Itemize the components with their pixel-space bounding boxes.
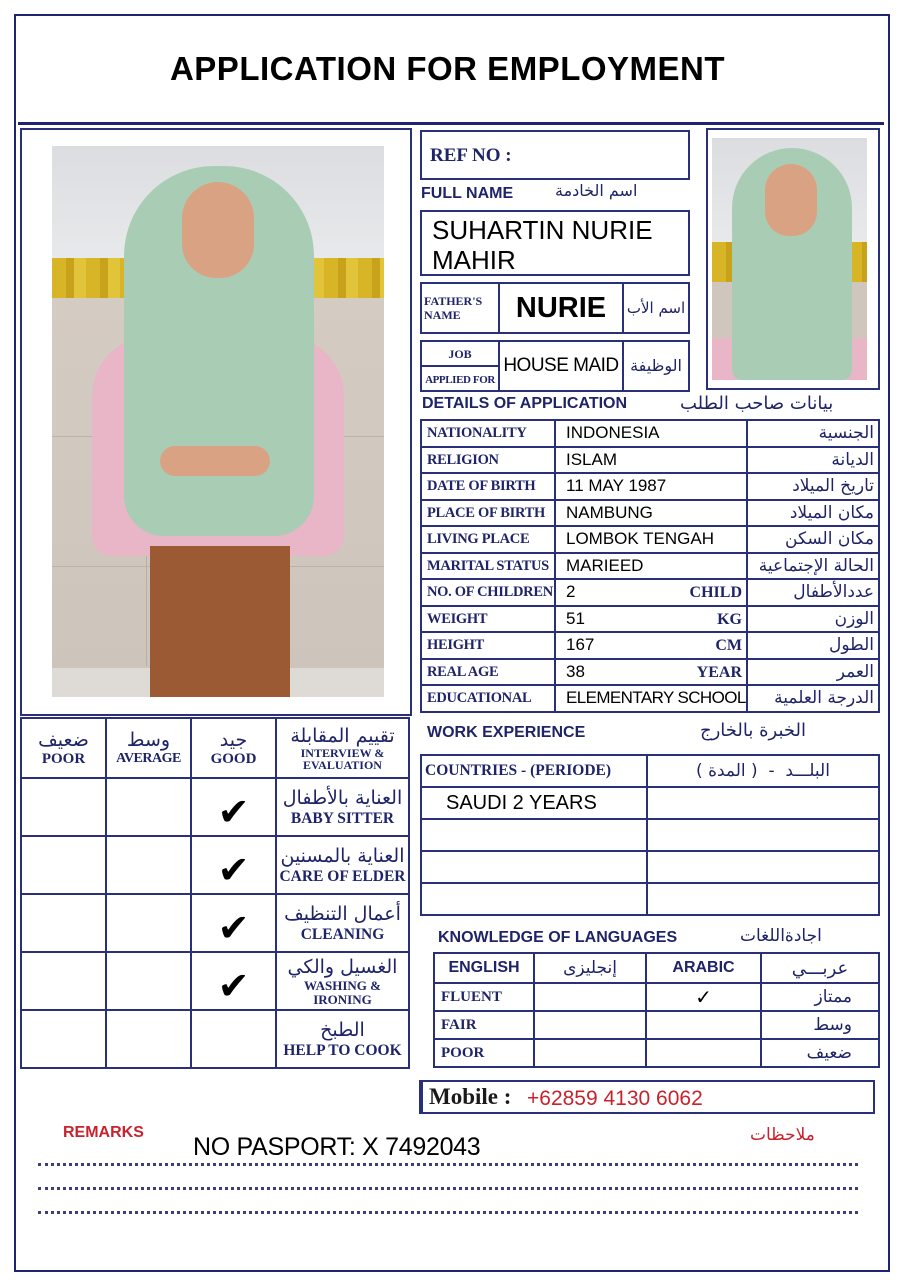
eval-skill-ar: الغسيل والكي bbox=[287, 956, 398, 978]
details-label-cell bbox=[421, 473, 555, 500]
eval-header-poor-en: POOR bbox=[41, 750, 86, 767]
details-value-cell[interactable] bbox=[555, 553, 747, 580]
job-label-line1: JOB bbox=[448, 346, 472, 361]
eval-skill-en: WASHING & IRONING bbox=[304, 978, 381, 1007]
details-label-ar-cell bbox=[747, 420, 879, 447]
details-unit: YEAR bbox=[696, 663, 742, 681]
lang-arabic-cell[interactable] bbox=[646, 983, 761, 1011]
eval-skill-ar: الطبخ bbox=[320, 1019, 365, 1041]
eval-skill-cell bbox=[276, 952, 409, 1010]
language-row bbox=[434, 1011, 879, 1039]
remarks-value[interactable]: NO PASPORT: X 7492043 bbox=[193, 1133, 481, 1161]
details-value: 51 bbox=[566, 608, 585, 628]
work-experience-row bbox=[421, 883, 879, 915]
work-experience-row bbox=[421, 787, 879, 819]
father-name-table bbox=[420, 282, 690, 334]
details-label: NATIONALITY bbox=[427, 425, 527, 442]
work-ar-cell[interactable] bbox=[647, 851, 879, 883]
details-label-cell bbox=[421, 420, 555, 447]
remarks-label-ar: ملاحظات bbox=[750, 1125, 815, 1145]
evaluation-row bbox=[21, 952, 409, 1010]
details-label-ar: مكان الميلاد bbox=[789, 502, 874, 523]
lang-level: FLUENT bbox=[441, 989, 502, 1005]
details-value: NAMBUNG bbox=[566, 502, 653, 522]
details-value-cell[interactable] bbox=[555, 447, 747, 474]
details-row bbox=[421, 685, 879, 712]
details-row bbox=[421, 632, 879, 659]
remarks-line-1 bbox=[38, 1163, 858, 1166]
eval-header-average-en: AVERAGE bbox=[116, 751, 181, 766]
details-label-ar: الوزن bbox=[834, 608, 874, 629]
lang-header-english-ar bbox=[534, 953, 646, 983]
eval-header-interview bbox=[276, 718, 409, 778]
lang-level: FAIR bbox=[441, 1017, 477, 1033]
ref-no-box[interactable] bbox=[420, 130, 690, 180]
eval-average-cell[interactable] bbox=[106, 952, 191, 1010]
details-label-ar-cell bbox=[747, 447, 879, 474]
details-value: 2 bbox=[566, 582, 576, 602]
evaluation-row bbox=[21, 836, 409, 894]
eval-skill-ar: العناية بالأطفال bbox=[282, 787, 403, 809]
work-en-cell[interactable] bbox=[421, 819, 647, 851]
lang-arabic-label: ARABIC bbox=[672, 959, 735, 976]
details-label-ar: عددالأطفال bbox=[793, 582, 874, 603]
details-value: 167 bbox=[566, 635, 595, 655]
details-label: PLACE OF BIRTH bbox=[427, 504, 546, 521]
eval-skill-en: CARE OF ELDER bbox=[279, 868, 406, 885]
eval-skill-en: BABY SITTER bbox=[290, 810, 395, 827]
eval-good-cell[interactable] bbox=[191, 952, 276, 1010]
work-ar-cell[interactable] bbox=[647, 883, 879, 915]
lang-english-cell[interactable] bbox=[534, 1011, 646, 1039]
mobile-label: Mobile : bbox=[429, 1084, 512, 1109]
details-value-cell[interactable] bbox=[555, 473, 747, 500]
check-icon: ✔ bbox=[217, 964, 250, 1008]
work-experience-heading-ar: الخبرة بالخارج bbox=[700, 720, 807, 741]
details-row bbox=[421, 447, 879, 474]
father-name-value-cell[interactable] bbox=[499, 283, 623, 333]
details-value-cell[interactable] bbox=[555, 526, 747, 553]
details-heading: DETAILS OF APPLICATION bbox=[422, 395, 628, 412]
father-label-line1: FATHER'S bbox=[424, 294, 483, 308]
details-value-cell[interactable] bbox=[555, 579, 747, 606]
eval-average-cell[interactable] bbox=[106, 836, 191, 894]
lang-level-cell bbox=[434, 1039, 534, 1067]
lang-english-cell[interactable] bbox=[534, 983, 646, 1011]
details-label: EDUCATIONAL bbox=[427, 690, 532, 707]
job-applied-table bbox=[420, 340, 690, 392]
father-label-line2: NAME bbox=[424, 308, 461, 322]
eval-poor-cell[interactable] bbox=[21, 952, 106, 1010]
details-label: MARITAL STATUS bbox=[427, 557, 549, 574]
details-label-ar-cell bbox=[747, 606, 879, 633]
details-row bbox=[421, 473, 879, 500]
details-label: HEIGHT bbox=[427, 637, 485, 654]
check-icon: ✔ bbox=[217, 848, 250, 892]
work-col-en bbox=[421, 755, 647, 787]
eval-header-interview-ar: تقييم المقابلة bbox=[290, 725, 395, 747]
details-heading-ar: بيانات صاحب الطلب bbox=[680, 393, 834, 414]
details-label-ar: الدرجة العلمية bbox=[774, 688, 874, 709]
lang-level-cell bbox=[434, 1011, 534, 1039]
details-value-cell[interactable] bbox=[555, 500, 747, 527]
work-col-ar bbox=[647, 755, 879, 787]
eval-average-cell[interactable] bbox=[106, 778, 191, 836]
details-label: WEIGHT bbox=[427, 610, 488, 627]
eval-skill-cell bbox=[276, 778, 409, 836]
eval-poor-cell[interactable] bbox=[21, 836, 106, 894]
details-label-ar: الديانة bbox=[831, 449, 874, 470]
lang-arabic-cell[interactable] bbox=[646, 1011, 761, 1039]
lang-level-ar: وسط bbox=[813, 1015, 852, 1035]
details-unit: CM bbox=[715, 637, 742, 654]
details-row bbox=[421, 659, 879, 686]
details-value-cell[interactable] bbox=[555, 420, 747, 447]
details-row bbox=[421, 420, 879, 447]
work-en-cell[interactable] bbox=[421, 787, 647, 819]
full-name-label-ar: اسم الخادمة bbox=[555, 181, 638, 200]
eval-poor-cell[interactable] bbox=[21, 778, 106, 836]
details-label-ar: الطول bbox=[829, 635, 874, 656]
eval-skill-ar: أعمال التنظيف bbox=[284, 903, 401, 925]
lang-level-ar: ضعيف bbox=[806, 1043, 852, 1063]
portrait-photo bbox=[712, 138, 867, 380]
remarks-line-3 bbox=[38, 1211, 858, 1214]
job-label-cell-2 bbox=[421, 366, 499, 391]
languages-table bbox=[433, 952, 880, 1068]
details-label-ar-cell bbox=[747, 526, 879, 553]
work-experience-row bbox=[421, 851, 879, 883]
details-label-cell bbox=[421, 447, 555, 474]
details-row bbox=[421, 500, 879, 527]
job-label-cell bbox=[421, 341, 499, 366]
evaluation-table bbox=[20, 717, 410, 1069]
lang-header-arabic bbox=[646, 953, 761, 983]
full-body-photo bbox=[52, 146, 384, 697]
details-row bbox=[421, 579, 879, 606]
details-value-cell[interactable] bbox=[555, 685, 747, 712]
evaluation-row bbox=[21, 894, 409, 952]
details-label: NO. OF CHILDREN bbox=[427, 584, 553, 601]
details-row bbox=[421, 553, 879, 580]
work-en-cell[interactable] bbox=[421, 883, 647, 915]
job-label-line2: APPLIED FOR bbox=[425, 373, 495, 386]
eval-header-average-ar: وسط bbox=[126, 729, 171, 751]
eval-good-cell[interactable] bbox=[191, 836, 276, 894]
eval-skill-cell bbox=[276, 1010, 409, 1068]
remarks-label: REMARKS bbox=[63, 1124, 144, 1141]
details-value: 38 bbox=[566, 661, 585, 681]
work-experience-table bbox=[420, 754, 880, 916]
mobile-value[interactable]: +62859 4130 6062 bbox=[527, 1087, 703, 1110]
lang-arabic-ar-label: عربـــي bbox=[791, 957, 849, 979]
details-value: ELEMENTARY SCHOOL bbox=[566, 688, 746, 708]
details-value: 11 MAY 1987 bbox=[566, 476, 667, 496]
eval-header-poor-ar: ضعيف bbox=[38, 728, 89, 751]
details-label: RELIGION bbox=[427, 451, 499, 468]
details-label-ar-cell bbox=[747, 632, 879, 659]
details-value-cell[interactable] bbox=[555, 606, 747, 633]
job-value-cell[interactable] bbox=[499, 341, 623, 391]
full-name-line2: MAHIR bbox=[432, 245, 516, 275]
title-divider bbox=[18, 122, 884, 125]
father-name-label-cell bbox=[421, 283, 499, 333]
details-label-ar-cell bbox=[747, 500, 879, 527]
details-label-cell bbox=[421, 659, 555, 686]
lang-level: POOR bbox=[441, 1045, 485, 1061]
lang-level-ar-cell bbox=[761, 1039, 879, 1067]
work-en-cell[interactable] bbox=[421, 851, 647, 883]
lang-english-cell[interactable] bbox=[534, 1039, 646, 1067]
details-row bbox=[421, 526, 879, 553]
details-label-cell bbox=[421, 526, 555, 553]
details-value-cell[interactable] bbox=[555, 659, 747, 686]
full-name-label: FULL NAME bbox=[421, 185, 514, 202]
details-label-ar: الحالة الإجتماعية bbox=[758, 555, 874, 576]
ref-no-label: REF NO : bbox=[430, 145, 512, 166]
details-value: MARIEED bbox=[566, 555, 644, 575]
eval-skill-cell bbox=[276, 894, 409, 952]
check-icon: ✔ bbox=[217, 906, 250, 950]
details-label-cell bbox=[421, 553, 555, 580]
lang-header-english bbox=[434, 953, 534, 983]
eval-skill-en: CLEANING bbox=[300, 926, 385, 943]
details-row bbox=[421, 606, 879, 633]
details-value-cell[interactable] bbox=[555, 632, 747, 659]
details-label-ar: تاريخ الميلاد bbox=[792, 476, 874, 497]
mobile-box bbox=[419, 1080, 875, 1114]
details-label-cell bbox=[421, 579, 555, 606]
lang-english-ar-label: إنجليزى bbox=[563, 958, 617, 978]
details-label-cell bbox=[421, 606, 555, 633]
job-label-ar: الوظيفة bbox=[630, 356, 682, 375]
language-row bbox=[434, 1039, 879, 1067]
eval-header-good-en: GOOD bbox=[210, 750, 257, 767]
eval-good-cell[interactable] bbox=[191, 894, 276, 952]
details-label-ar-cell bbox=[747, 685, 879, 712]
details-label: DATE OF BIRTH bbox=[427, 478, 536, 495]
check-icon: ✔ bbox=[217, 790, 250, 834]
details-table bbox=[420, 419, 880, 713]
lang-arabic-cell[interactable] bbox=[646, 1039, 761, 1067]
job-value: HOUSE MAID bbox=[503, 355, 619, 376]
details-label-ar-cell bbox=[747, 473, 879, 500]
languages-heading-ar: اجادةاللغات bbox=[740, 926, 822, 946]
details-value: LOMBOK TENGAH bbox=[566, 529, 714, 549]
work-ar-cell[interactable] bbox=[647, 787, 879, 819]
remarks-line-2 bbox=[38, 1187, 858, 1190]
work-experience-heading: WORK EXPERIENCE bbox=[427, 724, 586, 741]
work-col-ar-label: البلـــد - ( المدة ) bbox=[696, 761, 830, 781]
job-ar-cell bbox=[623, 341, 689, 391]
details-label-ar: مكان السكن bbox=[785, 529, 874, 550]
eval-header-poor bbox=[21, 718, 106, 778]
details-label-ar: الجنسية bbox=[818, 423, 874, 444]
work-en-value: SAUDI 2 YEARS bbox=[446, 791, 597, 814]
father-name-value: NURIE bbox=[515, 291, 607, 324]
father-name-label-ar: اسم الأب bbox=[626, 298, 686, 317]
evaluation-row bbox=[21, 1010, 409, 1068]
details-value: INDONESIA bbox=[566, 423, 660, 443]
eval-header-interview-en: INTERVIEW & EVALUATION bbox=[300, 746, 385, 772]
father-name-ar-cell bbox=[623, 283, 689, 333]
lang-english-label: ENGLISH bbox=[448, 959, 520, 976]
details-label: LIVING PLACE bbox=[427, 531, 530, 548]
eval-skill-ar: العناية بالمسنين bbox=[280, 845, 405, 867]
lang-level-ar: ممتاز bbox=[814, 987, 852, 1007]
details-value: ISLAM bbox=[566, 449, 618, 469]
details-label-ar: العمر bbox=[836, 661, 874, 682]
full-name-box[interactable] bbox=[420, 210, 690, 276]
full-name-line1: SUHARTIN NURIE bbox=[432, 215, 653, 245]
details-unit: CHILD bbox=[689, 584, 742, 601]
details-unit: KG bbox=[717, 610, 742, 628]
check-icon: ✓ bbox=[695, 985, 712, 1009]
eval-good-cell[interactable] bbox=[191, 778, 276, 836]
work-col-en-label: COUNTRIES - (PERIODE) bbox=[425, 762, 612, 779]
details-label-ar-cell bbox=[747, 659, 879, 686]
eval-good-cell[interactable] bbox=[191, 1010, 276, 1068]
details-label-cell bbox=[421, 632, 555, 659]
eval-header-average bbox=[106, 718, 191, 778]
work-ar-cell[interactable] bbox=[647, 819, 879, 851]
eval-average-cell[interactable] bbox=[106, 1010, 191, 1068]
lang-level-ar-cell bbox=[761, 1011, 879, 1039]
eval-poor-cell[interactable] bbox=[21, 894, 106, 952]
eval-average-cell[interactable] bbox=[106, 894, 191, 952]
details-label: REAL AGE bbox=[427, 663, 499, 680]
work-experience-row bbox=[421, 819, 879, 851]
details-label-cell bbox=[421, 500, 555, 527]
details-label-ar-cell bbox=[747, 553, 879, 580]
eval-poor-cell[interactable] bbox=[21, 1010, 106, 1068]
eval-skill-cell bbox=[276, 836, 409, 894]
eval-header-good bbox=[191, 718, 276, 778]
language-row bbox=[434, 983, 879, 1011]
details-label-cell bbox=[421, 685, 555, 712]
lang-level-cell bbox=[434, 983, 534, 1011]
languages-heading: KNOWLEDGE OF LANGUAGES bbox=[438, 929, 678, 946]
details-label-ar-cell bbox=[747, 579, 879, 606]
page-title: APPLICATION FOR EMPLOYMENT bbox=[169, 50, 726, 87]
eval-skill-en: HELP TO COOK bbox=[283, 1042, 402, 1059]
eval-header-good-ar: جيد bbox=[219, 728, 248, 751]
evaluation-row bbox=[21, 778, 409, 836]
lang-header-arabic-ar bbox=[761, 953, 879, 983]
lang-level-ar-cell bbox=[761, 983, 879, 1011]
